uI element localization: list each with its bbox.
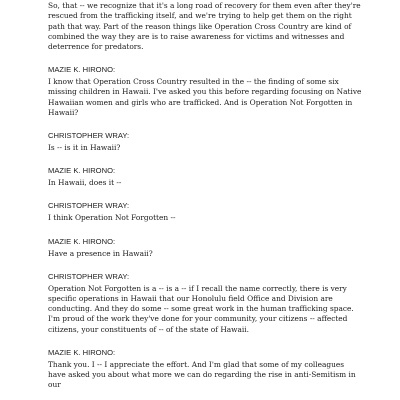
speaker-label: CHRISTOPHER WRAY: bbox=[48, 131, 130, 141]
speaker-label: MAZIE K. HIRONO: bbox=[48, 65, 116, 75]
transcript-text: In Hawaii, does it -- bbox=[48, 178, 122, 188]
transcript-text: I know that Operation Cross Country resulted in the -- the finding of some six missing children in Hawaii. I've asked you this before regarding focusing on Native Hawaiian women and girls who are trafficked. And is Operation Not Forgotten in Hawaii? bbox=[48, 77, 362, 117]
transcript-text: Operation Not Forgotten is a -- is a -- if I recall the name correctly, there is very specific operations in Hawaii that our Honolulu field Office and Division are conducting. And they do some -- some great work in the human trafficking space. I'm proud of the work they've done for your community, your citizens -- affected citizens, your constituents of -- of the state of Hawaii. bbox=[48, 283, 354, 334]
transcript-text: I think Operation Not Forgotten -- bbox=[48, 213, 176, 223]
speaker-label: MAZIE K. HIRONO: bbox=[48, 347, 116, 357]
transcript-text: Have a presence in Hawaii? bbox=[48, 248, 153, 258]
transcript-text: So, that -- we recognize that it's a long road of recovery for them even after they're rescued from the trafficking itself, and we're trying to help get them on the right path that way. Part of the reason things like Operation Cross Country are kind of combined the way they are is to raise awareness for victims and witnesses and deterrence for predators. bbox=[48, 1, 361, 52]
speaker-label: MAZIE K. HIRONO: bbox=[48, 236, 116, 246]
transcript-text: Is -- is it in Hawaii? bbox=[48, 143, 121, 153]
transcript-body bbox=[48, 0, 364, 390]
transcript-text: Thank you. I -- I appreciate the effort. And I'm glad that some of my colleagues have asked you about what more we can do regarding the rise in anti-Semitism in our bbox=[48, 359, 356, 390]
speaker-label: CHRISTOPHER WRAY: bbox=[48, 271, 130, 281]
speaker-label: CHRISTOPHER WRAY: bbox=[48, 201, 130, 211]
speaker-label: MAZIE K. HIRONO: bbox=[48, 166, 116, 176]
